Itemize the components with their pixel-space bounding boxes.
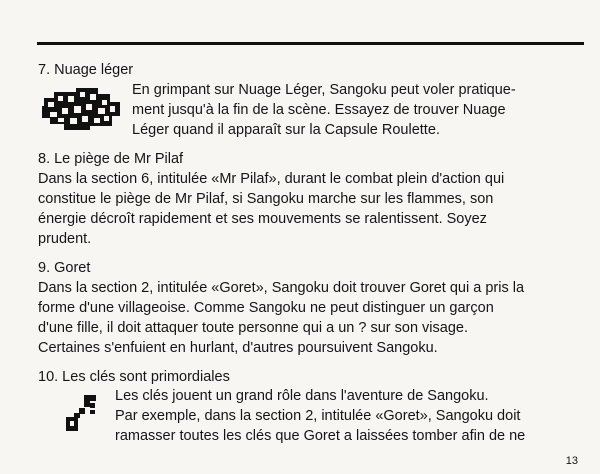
text-line: Dans la section 2, intitulée «Goret», Sangoku doit trouver Goret qui a pris la [38,280,525,296]
section-10-text [115,386,525,446]
section-8-heading: 8. Le piège de Mr Pilaf [38,151,184,167]
text-line: forme d'une villageoise. Comme Sangoku ne peut distinguer un garçon [38,300,494,316]
page-number: 13 [565,455,578,467]
text-line: Certaines s'enfuient en hurlant, d'autres poursuivent Sangoku. [38,340,438,356]
text-line: énergie décroît rapidement et ses mouvements se ralentissent. Soyez [38,211,487,227]
text-line: prudent. [38,231,92,247]
section-9-text [38,278,524,358]
section-8-text [38,169,504,249]
section-9-heading: 9. Goret [38,260,91,276]
text-line: Par exemple, dans la section 2, intitulée «Goret», Sangoku doit [115,408,521,424]
section-10-heading: 10. Les clés sont primordiales [38,369,230,385]
text-line: Les clés jouent un grand rôle dans l'aventure de Sangoku. [115,388,489,404]
text-line: Léger quand il apparaît sur la Capsule Roulette. [132,122,440,138]
cloud-icon [36,84,128,136]
key-icon [66,395,96,431]
text-line: constitue le piège de Mr Pilaf, si Sangoku marche sur les flammes, son [38,191,494,207]
text-line: Dans la section 6, intitulée «Mr Pilaf», durant le combat plein d'action qui [38,171,505,187]
text-line: ramasser toutes les clés que Goret a laissées tomber afin de ne [115,428,526,444]
text-line: ment jusqu'à la fin de la scène. Essayez de trouver Nuage [132,102,506,118]
section-7-text [132,80,516,140]
top-rule [37,42,584,45]
text-line: En grimpant sur Nuage Léger, Sangoku peut voler pratique- [132,82,516,98]
text-line: d'une fille, il doit attaquer toute personne qui a un ? sur son visage. [38,320,468,336]
section-7-heading: 7. Nuage léger [38,62,134,78]
